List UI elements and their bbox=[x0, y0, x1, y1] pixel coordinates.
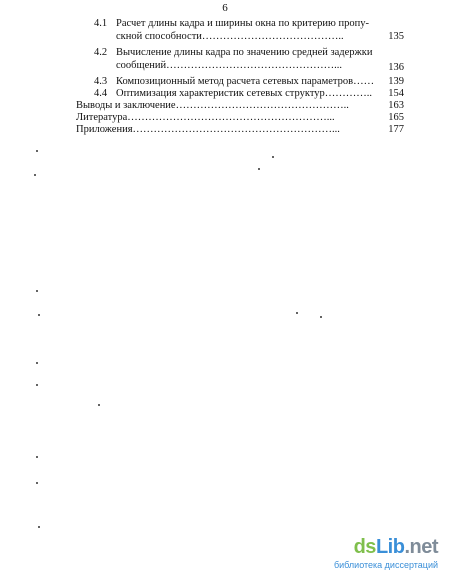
scan-speck bbox=[296, 312, 298, 314]
toc-entry-line: Приложения…………………………………………………... bbox=[76, 124, 340, 135]
toc-entry-line: Композиционный метод расчета сетевых параметров…… bbox=[116, 76, 375, 87]
scan-speck bbox=[38, 314, 40, 316]
toc-entry-line: Вычисление длины кадра по значению средней задержки bbox=[116, 47, 373, 58]
toc-entry-line: Расчет длины кадра и ширины окна по критерию пропу- bbox=[116, 18, 369, 29]
scan-speck bbox=[258, 168, 260, 170]
toc-page-number: 177 bbox=[388, 124, 404, 135]
scan-speck bbox=[34, 174, 36, 176]
scan-speck bbox=[36, 456, 38, 458]
toc-page-number: 139 bbox=[388, 76, 404, 87]
toc-entry-line: Выводы и заключение………………………………………….. bbox=[76, 100, 349, 111]
toc-entry-line: Оптимизация характеристик сетевых структур………….. bbox=[116, 88, 373, 99]
scan-speck bbox=[36, 482, 38, 484]
toc-entry-line: скной способности………………………………….. bbox=[116, 30, 344, 42]
toc-entry-4-2 bbox=[94, 47, 404, 75]
scan-speck bbox=[36, 290, 38, 292]
toc-page-number: 136 bbox=[388, 62, 404, 73]
dslib-subtitle: библиотека диссертаций bbox=[333, 560, 438, 570]
toc-section-number: 4.1 bbox=[94, 18, 108, 29]
scan-speck bbox=[36, 362, 38, 364]
toc-entry-line: сообщений…………………………………………... bbox=[116, 59, 342, 71]
scan-speck bbox=[36, 150, 38, 152]
dslib-logo: dsLib.net bbox=[353, 536, 438, 558]
scan-speck bbox=[320, 316, 322, 318]
scan-speck bbox=[272, 156, 274, 158]
toc-entry-4-1 bbox=[94, 18, 404, 44]
scan-speck bbox=[38, 526, 40, 528]
table-of-contents bbox=[0, 0, 450, 150]
toc-page-number: 163 bbox=[388, 100, 404, 111]
scan-speck bbox=[36, 384, 38, 386]
page-number: 6 bbox=[222, 2, 228, 14]
toc-page-number: 135 bbox=[388, 31, 404, 42]
toc-entry-line: Литература…………………………………………………... bbox=[76, 112, 335, 123]
toc-page-number: 165 bbox=[388, 112, 404, 123]
toc-section-number: 4.3 bbox=[94, 76, 108, 87]
scan-speck bbox=[98, 404, 100, 406]
toc-page-number: 154 bbox=[388, 88, 404, 99]
toc-entry-appendices bbox=[76, 124, 404, 137]
dslib-watermark bbox=[328, 536, 438, 576]
toc-section-number: 4.2 bbox=[94, 47, 108, 58]
toc-section-number: 4.4 bbox=[94, 88, 108, 99]
